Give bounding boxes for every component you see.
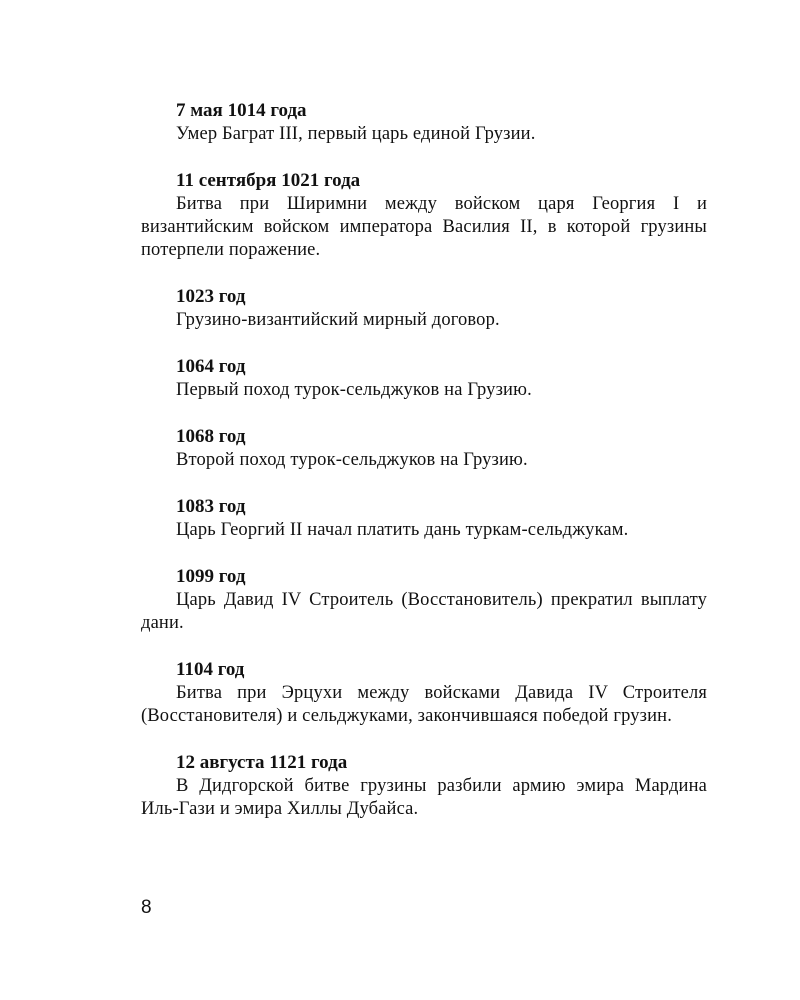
entry-text: Грузино-византийский мирный договор. <box>176 310 500 330</box>
chronology-entry <box>141 564 707 635</box>
entry-text: Первый поход турок-сельджуков на Грузию. <box>176 380 532 400</box>
entry-text: Второй поход турок-сельджуков на Грузию. <box>176 450 528 470</box>
entry-text: Царь Давид IV Строитель (Восстановитель) прекратил выплату дани. <box>141 590 707 633</box>
entry-text: Битва при Эрцухи между войсками Давида IV Строителя (Восстановителя) и сельджуками, закончившаяся победой грузин. <box>141 683 707 726</box>
page-number: 8 <box>141 897 152 918</box>
entry-date: 1099 год <box>176 566 246 587</box>
entry-date: 1083 год <box>176 496 246 517</box>
entry-text: В Дидгорской битве грузины разбили армию эмира Мардина Иль-Гази и эмира Хиллы Дубайса. <box>141 776 707 819</box>
entry-date: 1023 год <box>176 286 246 307</box>
chronology-entry <box>141 168 707 262</box>
chronology-entry <box>141 750 707 821</box>
entry-text: Царь Георгий II начал платить дань туркам-сельджукам. <box>176 520 629 540</box>
chronology-entry <box>141 284 707 332</box>
entry-date: 7 мая 1014 года <box>176 100 307 121</box>
chronology-entry <box>141 354 707 402</box>
chronology-entry <box>141 494 707 542</box>
entry-date: 1104 год <box>176 659 245 680</box>
entry-text: Умер Баграт III, первый царь единой Грузии. <box>176 124 536 144</box>
entry-date: 12 августа 1121 года <box>176 752 348 773</box>
entry-text: Битва при Ширимни между войском царя Георгия I и византийским войском императора Василия II, в которой грузины потерпели поражение. <box>141 194 707 260</box>
entry-date: 11 сентября 1021 года <box>176 170 361 191</box>
chronology-entry <box>141 424 707 472</box>
chronology-entry <box>141 657 707 728</box>
chronology-page <box>141 98 707 843</box>
chronology-entry <box>141 98 707 146</box>
entry-date: 1064 год <box>176 356 246 377</box>
entry-date: 1068 год <box>176 426 246 447</box>
